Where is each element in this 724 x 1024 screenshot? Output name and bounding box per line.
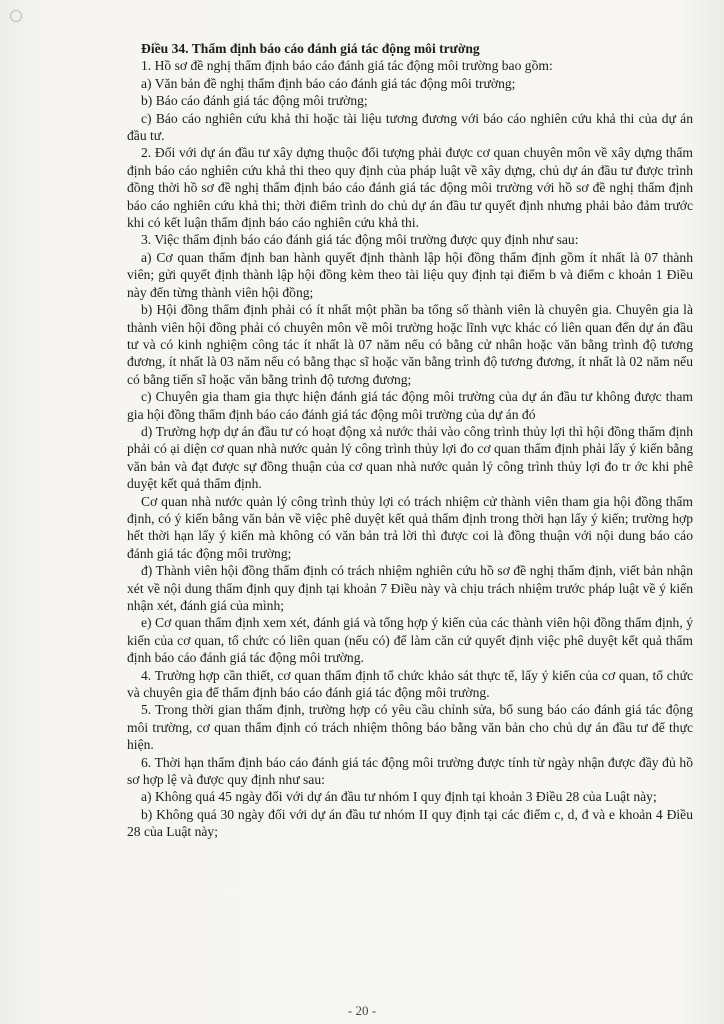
document-body bbox=[127, 40, 693, 841]
paragraph: 3. Việc thẩm định báo cáo đánh giá tác động môi trường được quy định như sau: bbox=[141, 232, 579, 248]
paragraph: a) Không quá 45 ngày đối với dự án đầu tư nhóm I quy định tại khoản 3 Điều 28 của Luật này; bbox=[141, 789, 657, 805]
paragraph: 5. Trong thời gian thẩm định, trường hợp có yêu cầu chỉnh sửa, bổ sung báo cáo đánh giá tác động môi trường, cơ quan thẩm định có trách nhiệm thông báo bằng văn bản cho chủ dự án đầu tư để thực hiện. bbox=[127, 702, 693, 753]
article-title: Điều 34. Thẩm định báo cáo đánh giá tác động môi trường bbox=[141, 41, 480, 56]
paragraph: 2. Đối với dự án đầu tư xây dựng thuộc đối tượng phải được cơ quan chuyên môn về xây dựng thẩm định báo cáo nghiên cứu khả thi theo quy định của pháp luật về xây dựng, chủ dự án đầu tư được trình đồng thời hồ sơ đề nghị thẩm định báo cáo đánh giá tác động môi trường với hồ sơ đề nghị thẩm định báo cáo nghiên cứu khả thi; thời điểm trình do chủ dự án đầu tư quyết định nhưng phải bảo đảm trước khi có kết luận thẩm định báo cáo nghiên cứu khả thi. bbox=[127, 145, 693, 231]
paragraph: đ) Thành viên hội đồng thẩm định có trách nhiệm nghiên cứu hồ sơ đề nghị thẩm định, viết bản nhận xét về nội dung thẩm định quy định tại khoản 7 Điều này và chịu trách nhiệm trước pháp luật về ý kiến nhận xét, đánh giá của mình; bbox=[127, 563, 693, 613]
paragraph: Cơ quan nhà nước quản lý công trình thủy lợi có trách nhiệm cử thành viên tham gia hội đồng thẩm định, có ý kiến bằng văn bản về việc phê duyệt kết quả thẩm định trong thời hạn lấy ý kiến; trường hợp hết thời hạn lấy ý kiến mà không có văn bản trả lời thì được coi là đồng thuận với nội dung báo cáo đánh giá tác động môi trường; bbox=[127, 493, 693, 561]
paragraph: 6. Thời hạn thẩm định báo cáo đánh giá tác động môi trường được tính từ ngày nhận được đầy đủ hồ sơ hợp lệ và được quy định như sau: bbox=[127, 754, 693, 788]
paragraph: b) Không quá 30 ngày đối với dự án đầu tư nhóm II quy định tại các điểm c, d, đ và e khoản 4 Điều 28 của Luật này; bbox=[127, 806, 693, 840]
paragraph: d) Trường hợp dự án đầu tư có hoạt động xả nước thải vào công trình thủy lợi thì hội đồng thẩm định phải có ại diện cơ quan nhà nước quản lý công trình thủy lợi đo cơ quan thẩm định phải lấy ý kiến bằng văn bản và đạt được sự đồng thuận của cơ quan nhà nước quản lý công trình thủy lợi đo tr ớc khi phê duyệt kết quả thẩm định. bbox=[127, 423, 693, 492]
paragraph: 1. Hồ sơ đề nghị thẩm định báo cáo đánh giá tác động môi trường bao gồm: bbox=[141, 58, 553, 74]
paragraph: a) Văn bản đề nghị thẩm định báo cáo đánh giá tác động môi trường; bbox=[141, 75, 516, 91]
paragraph: c) Báo cáo nghiên cứu khả thi hoặc tài liệu tương đương với báo cáo nghiên cứu khả thi của dự án đầu tư. bbox=[127, 110, 693, 144]
paragraph: e) Cơ quan thẩm định xem xét, đánh giá và tổng hợp ý kiến của các thành viên hội đồng thẩm định, ý kiến của cơ quan, tổ chức có liên quan (nếu có) để làm căn cứ quyết định việc phê duyệt kết quả thẩm định báo cáo đánh giá tác động môi trường. bbox=[127, 615, 693, 666]
paragraph: c) Chuyên gia tham gia thực hiện đánh giá tác động môi trường của dự án đầu tư không được tham gia hội đồng thẩm định báo cáo đánh giá tác động môi trường của dự án đó bbox=[127, 389, 693, 422]
page-number: - 20 - bbox=[347, 1003, 377, 1018]
binder-hole-mark bbox=[10, 10, 22, 22]
paragraph: 4. Trường hợp cần thiết, cơ quan thẩm định tổ chức khảo sát thực tế, lấy ý kiến của cơ quan, tổ chức và chuyên gia để thẩm định báo cáo đánh giá tác động môi trường. bbox=[127, 667, 693, 701]
paragraph: b) Báo cáo đánh giá tác động môi trường; bbox=[141, 93, 368, 109]
paragraph: a) Cơ quan thẩm định ban hành quyết định thành lập hội đồng thẩm định gồm ít nhất là 07 thành viên; gửi quyết định thành lập hội đồng kèm theo tài liệu quy định tại điểm b và điểm c khoản 1 Điều này đến từng thành viên hội đồng; bbox=[127, 249, 693, 300]
paragraph: b) Hội đồng thẩm định phải có ít nhất một phần ba tổng số thành viên là chuyên gia. Chuyên gia là thành viên hội đồng phải có chuyên môn về môi trường hoặc lĩnh vực khác có liên quan đến dự án đầu tư và có kinh nghiệm công tác ít nhất là 07 năm nếu có bằng cử nhân hoặc văn bằng trình độ tương đương, ít nhất là 03 năm nếu có bằng thạc sĩ hoặc văn bằng trình độ tương đương, ít nhất là 02 năm nếu có bằng tiến sĩ hoặc văn bằng trình độ tương đương; bbox=[127, 302, 693, 387]
